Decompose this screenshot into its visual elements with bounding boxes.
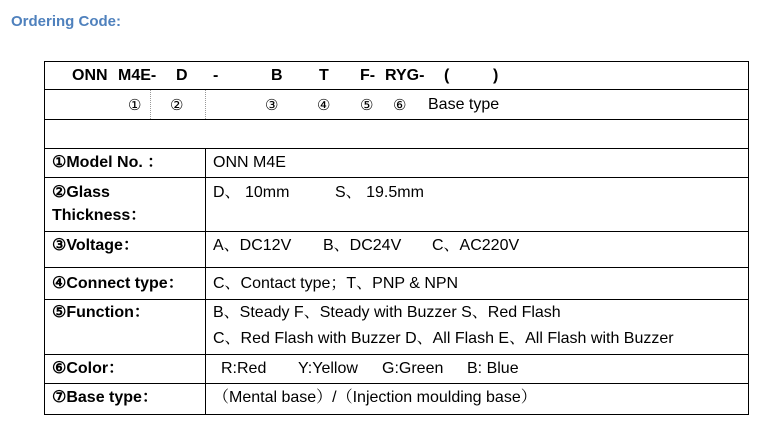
color-option-red: R:Red xyxy=(221,360,267,377)
table-divider xyxy=(45,177,748,178)
code-segment-open-paren: ( xyxy=(444,67,450,84)
model-label: ①Model No. ： xyxy=(52,154,164,171)
glass-option-d: D、 10mm xyxy=(213,184,290,201)
base-value: （Mental base）/（Injection moulding base） xyxy=(213,389,537,406)
index-marker: ② xyxy=(170,96,184,114)
table-divider xyxy=(45,354,748,355)
color-option-blue: B: Blue xyxy=(467,360,519,377)
page-title: Ordering Code: xyxy=(11,13,122,30)
index-marker: ③ xyxy=(265,96,279,114)
index-marker: ⑥ xyxy=(393,96,407,114)
code-segment-model: M4E- xyxy=(118,67,157,84)
color-option-yellow: Y:Yellow xyxy=(298,360,358,377)
code-segment-function: F- xyxy=(360,67,376,84)
table-divider xyxy=(45,231,748,232)
voltage-label: ③Voltage： xyxy=(52,237,139,254)
code-segment-brand: ONN xyxy=(72,67,108,84)
index-divider xyxy=(205,90,206,119)
voltage-option-a: A、DC12V xyxy=(213,237,292,254)
code-segment-color: RYG- xyxy=(385,67,425,84)
color-option-green: G:Green xyxy=(382,360,444,377)
voltage-option-b: B、DC24V xyxy=(323,237,402,254)
table-divider xyxy=(45,299,748,300)
index-marker: ⑤ xyxy=(360,96,374,114)
glass-label-line2: Thickness： xyxy=(52,207,147,224)
table-divider xyxy=(45,383,748,384)
column-divider xyxy=(205,148,206,415)
model-value: ONN M4E xyxy=(213,154,286,171)
base-type-label: Base type xyxy=(428,96,500,113)
index-marker: ① xyxy=(128,96,142,114)
function-line-1: B、Steady F、Steady with Buzzer S、Red Flash xyxy=(213,304,561,321)
code-segment-close-paren: ) xyxy=(493,67,499,84)
glass-option-s: S、 19.5mm xyxy=(335,184,424,201)
code-segment-voltage: B xyxy=(271,67,283,84)
function-line-2: C、Red Flash with Buzzer D、All Flash E、All Flash with Buzzer xyxy=(213,330,674,347)
ordering-code-table xyxy=(44,61,749,415)
code-segment-glass: D xyxy=(176,67,188,84)
table-divider xyxy=(45,119,748,120)
code-segment-dash: - xyxy=(213,67,219,84)
glass-label-line1: ②Glass xyxy=(52,184,110,201)
base-label: ⑦Base type： xyxy=(52,389,158,406)
color-label: ⑥Color： xyxy=(52,360,125,377)
table-divider xyxy=(45,267,748,268)
function-label: ⑤Function： xyxy=(52,304,150,321)
index-divider xyxy=(150,90,151,119)
table-divider xyxy=(45,148,748,149)
index-marker: ④ xyxy=(317,96,331,114)
connect-label: ④Connect type： xyxy=(52,275,184,292)
code-segment-connect: T xyxy=(319,67,329,84)
connect-value: C、Contact type；T、PNP & NPN xyxy=(213,275,459,292)
voltage-option-c: C、AC220V xyxy=(432,237,520,254)
